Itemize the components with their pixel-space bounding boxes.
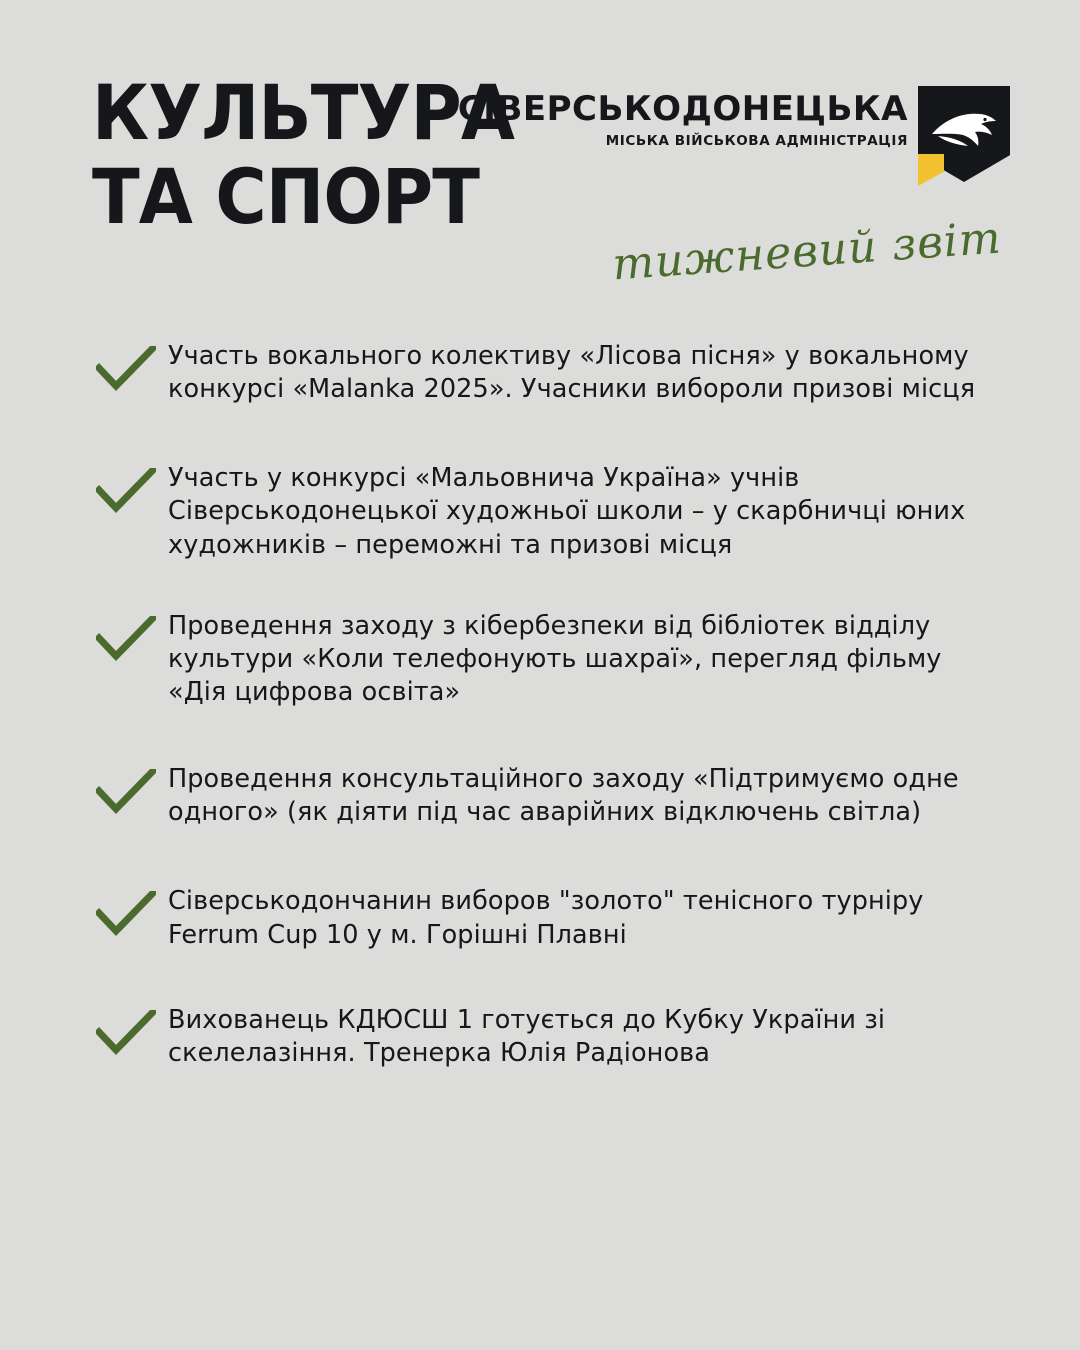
page-title-line-1: КУЛЬТУРА [92,68,515,157]
list-item [96,462,1014,561]
list-item-text: Сіверськодончанин виборов "золото" тенісного турніру Ferrum Cup 10 у м. Горішні Плавні [168,886,924,950]
script-subtitle: тижневий звіт [610,212,1004,291]
check-icon [96,769,156,815]
check-icon [96,1010,156,1056]
list-item-text: Участь вокального колективу «Лісова пісня» у вокальному конкурсі «Malanka 2025». Учасники вибороли призові місця [168,341,976,405]
check-icon [96,346,156,392]
brand-subtitle: МІСЬКА ВІЙСЬКОВА АДМІНІСТРАЦІЯ [605,133,908,149]
list-item [96,610,1014,709]
list-item [96,885,1014,951]
list-item [96,763,1014,829]
check-icon [96,891,156,937]
list-item-text: Участь у конкурсі «Мальовнича Україна» учнів Сіверськодонецької художньої школи – у скарбничці юних художників – переможні та призові місця [168,463,966,560]
list-item-text: Проведення заходу з кібербезпеки від бібліотек відділу культури «Коли телефонують шахраї», перегляд фільму «Дія цифрова освіта» [168,610,942,707]
brand-text [458,86,908,149]
brand-logo [458,86,1010,182]
check-icon [96,616,156,662]
page-title-line-2: ТА СПОРТ [92,151,480,241]
achievement-list [96,340,1014,1070]
list-item [96,1004,1014,1070]
dove-shield-emblem-icon [918,86,1010,182]
list-item-text: Проведення консультаційного заходу «Підтримуємо одне одного» (як діяти під час аварійних відключень світла) [168,764,959,828]
check-icon [96,468,156,514]
list-item [96,340,1014,406]
brand-name: СІВЕРСЬКОДОНЕЦЬКА [457,89,908,129]
list-item-text: Вихованець КДЮСШ 1 готується до Кубку України зі скелелазіння. Тренерка Юлія Радіонова [168,1004,886,1068]
